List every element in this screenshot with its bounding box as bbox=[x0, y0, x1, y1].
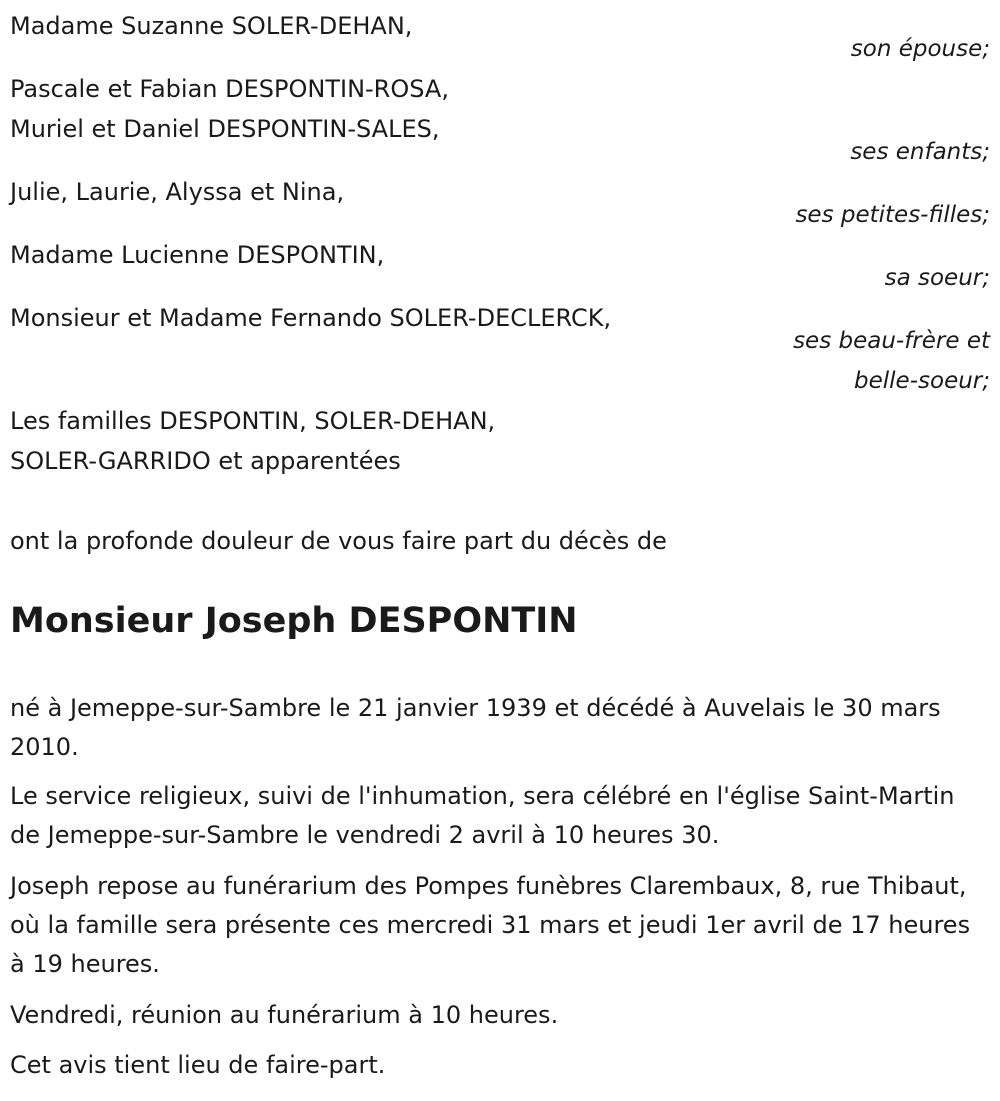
announcement-text: ont la profonde douleur de vous faire part du décès de bbox=[10, 527, 667, 555]
service-paragraph: Le service religieux, suivi de l'inhumation, sera célébré en l'église Saint-Martin de Jemeppe-sur-Sambre le vendredi 2 avril à 10 heures 30. bbox=[10, 782, 955, 849]
inlaws-relation-line-2: belle-soeur; bbox=[854, 368, 990, 394]
grandchildren-names: Julie, Laurie, Alyssa et Nina, bbox=[10, 178, 345, 206]
child-1-name: Pascale et Fabian DESPONTIN-ROSA, bbox=[10, 75, 449, 103]
grandchildren-relation: ses petites-filles; bbox=[795, 202, 990, 228]
inlaws-relation-line-1: ses beau-frère et bbox=[793, 328, 990, 354]
funeral-home-paragraph: Joseph repose au funérarium des Pompes funèbres Clarembaux, 8, rue Thibaut, où la famille sera présente ces mercredi 31 mars et jeudi 1er avril de 17 heures à 19 heures. bbox=[10, 872, 971, 978]
meeting-paragraph: Vendredi, réunion au funérarium à 10 heures. bbox=[10, 1001, 559, 1029]
deceased-name: Monsieur Joseph DESPONTIN bbox=[10, 601, 578, 641]
children-relation: ses enfants; bbox=[850, 139, 990, 165]
families-line-1: Les familles DESPONTIN, SOLER-DEHAN, bbox=[10, 407, 496, 435]
families-line-2: SOLER-GARRIDO et apparentées bbox=[10, 447, 401, 475]
child-2-name: Muriel et Daniel DESPONTIN-SALES, bbox=[10, 115, 440, 143]
sister-name: Madame Lucienne DESPONTIN, bbox=[10, 241, 385, 269]
birth-death-paragraph: né à Jemeppe-sur-Sambre le 21 janvier 1939 et décédé à Auvelais le 30 mars 2010. bbox=[10, 694, 941, 761]
sister-relation: sa soeur; bbox=[884, 265, 990, 291]
spouse-relation: son épouse; bbox=[850, 36, 990, 62]
notice-paragraph: Cet avis tient lieu de faire-part. bbox=[10, 1051, 386, 1079]
inlaws-names: Monsieur et Madame Fernando SOLER-DECLERCK, bbox=[10, 304, 612, 332]
spouse-name: Madame Suzanne SOLER-DEHAN, bbox=[10, 12, 413, 40]
